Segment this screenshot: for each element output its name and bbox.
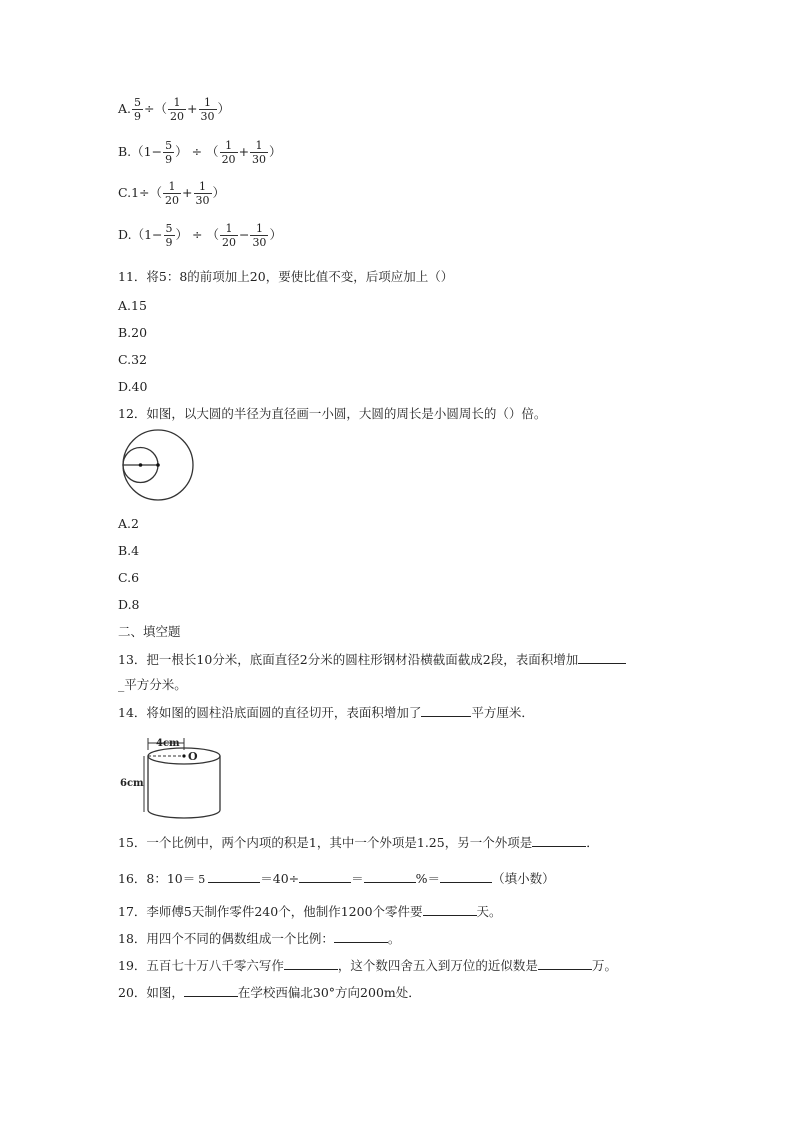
fraction <box>199 96 217 123</box>
answer-blank[interactable] <box>578 651 626 664</box>
question-text: 15．一个比例中，两个内项的积是1，其中一个外项是1.25，另一个外项是 <box>118 835 533 850</box>
question-suffix: 万。 <box>591 958 617 973</box>
question-suffix: ． <box>586 835 599 850</box>
section-heading: 二、填空题 <box>118 624 181 639</box>
answer-blank[interactable] <box>334 930 388 943</box>
option-prefix: A. <box>118 101 132 116</box>
answer-blank[interactable] <box>284 957 338 970</box>
answer-blank[interactable] <box>364 870 416 883</box>
fraction <box>194 180 212 207</box>
option-b-q11: B.20 <box>118 325 148 340</box>
answer-blank[interactable] <box>532 834 586 847</box>
center-dot <box>182 754 185 757</box>
numerator: 1 <box>173 96 181 109</box>
option-b-q12: B.4 <box>118 543 140 558</box>
fraction <box>164 222 175 249</box>
denominator: 30 <box>252 236 267 249</box>
fraction <box>250 139 268 166</box>
option-c-q12: C.6 <box>118 570 140 585</box>
numerator: 5 <box>165 222 173 235</box>
question-13-line1 <box>118 651 626 668</box>
answer-blank[interactable] <box>208 870 260 883</box>
circles-figure <box>118 428 198 506</box>
paren: ） <box>175 144 188 159</box>
answer-blank[interactable] <box>421 704 471 717</box>
paren: （1− <box>131 227 163 242</box>
equation-part: ＝ <box>351 871 364 886</box>
numerator: 5 <box>165 139 173 152</box>
equation-part: ＝40÷ <box>260 871 300 886</box>
question-17 <box>118 903 502 920</box>
question-14 <box>118 704 534 721</box>
option-c-q10 <box>118 180 225 207</box>
option-a-q10 <box>118 96 230 123</box>
question-text: 17．李师傅5天制作零件240个，他制作1200个零件要 <box>118 904 423 919</box>
question-note: （填小数） <box>492 871 555 886</box>
answer-blank[interactable] <box>538 957 592 970</box>
paren: ） <box>212 185 226 200</box>
fraction <box>220 222 238 249</box>
numerator: 1 <box>225 222 233 235</box>
operator: + <box>182 185 193 200</box>
option-prefix: B. <box>118 144 132 159</box>
question-11: 11．将5：8的前项加上20，要使比值不变，后项应加上（） <box>118 269 454 284</box>
question-18 <box>118 930 400 947</box>
numerator: 1 <box>204 96 211 109</box>
small-center-dot <box>139 463 143 467</box>
answer-blank[interactable] <box>423 903 477 916</box>
question-suffix: 天。 <box>476 904 502 919</box>
side-label: 6cm <box>120 778 144 789</box>
numerator: 1 <box>199 180 207 193</box>
paren: （ <box>149 185 163 200</box>
operator: ÷ <box>187 144 207 159</box>
denominator: 9 <box>165 236 173 249</box>
denominator: 5 <box>198 872 206 886</box>
option-prefix: C.1÷ <box>118 185 150 200</box>
option-d-q11: D.40 <box>118 379 148 394</box>
numerator: 1 <box>255 222 263 235</box>
question-text: ，这个数四舍五入到万位的近似数是 <box>337 958 538 973</box>
question-text: 13．把一根长10分米，底面直径2分米的圆柱形钢材沿横截面截成2段，表面积增加 <box>118 652 579 667</box>
paren: ） <box>217 101 231 116</box>
denominator: 9 <box>134 110 142 123</box>
large-center-dot <box>156 463 160 467</box>
cylinder-bottom <box>148 810 220 818</box>
question-text: 16．8：10＝ <box>118 871 196 886</box>
fraction <box>250 222 268 249</box>
paren: ） <box>175 227 189 242</box>
numerator: 1 <box>225 139 233 152</box>
question-suffix: 平方厘米． <box>471 705 534 720</box>
option-b-q10 <box>118 139 282 166</box>
paren: （ <box>206 144 219 159</box>
question-text: 14．将如图的圆柱沿底面圆的直径切开，表面积增加了 <box>118 705 422 720</box>
question-suffix: 在学校西偏北30°方向200m处． <box>237 985 421 1000</box>
operator: + <box>238 144 250 159</box>
question-15 <box>118 834 599 851</box>
denominator: 30 <box>200 110 215 123</box>
question-suffix: 。 <box>387 931 401 946</box>
denominator: 20 <box>165 194 180 207</box>
operator: ÷ <box>144 101 155 116</box>
fraction <box>220 139 238 166</box>
numerator-blank[interactable] <box>196 860 207 873</box>
fraction <box>163 139 174 166</box>
denominator: 9 <box>165 153 173 166</box>
operator: ÷ <box>188 227 207 242</box>
option-a-q11: A.15 <box>118 298 147 313</box>
equation-part: %＝ <box>415 871 441 886</box>
question-16 <box>118 870 555 887</box>
fraction <box>168 96 186 123</box>
question-13-line2 <box>118 677 187 693</box>
numerator: 1 <box>255 139 263 152</box>
question-text: 19．五百七十万八千零六写作 <box>118 958 284 973</box>
paren: （ <box>154 101 168 116</box>
top-label: 4cm <box>156 738 180 749</box>
denominator: 20 <box>221 236 236 249</box>
denominator: 30 <box>195 194 210 207</box>
numerator: 5 <box>134 96 142 109</box>
answer-blank[interactable] <box>440 870 492 883</box>
question-text: 20．如图， <box>118 985 184 1000</box>
paren: ） <box>269 144 282 159</box>
question-12: 12．如图，以大圆的半径为直径画一小圆，大圆的周长是小圆周长的（）倍。 <box>118 406 547 421</box>
answer-blank[interactable] <box>184 984 238 997</box>
denominator: 30 <box>252 153 267 166</box>
cylinder-figure <box>118 730 238 820</box>
option-d-q12: D.8 <box>118 597 140 612</box>
paren: （1− <box>131 144 163 159</box>
numerator: 1 <box>168 180 176 193</box>
question-19 <box>118 957 617 974</box>
answer-blank[interactable]: _ <box>118 677 125 692</box>
operator: − <box>238 227 250 242</box>
denominator: 20 <box>221 153 236 166</box>
paren: ） <box>269 227 282 242</box>
option-a-q12: A.2 <box>118 516 139 531</box>
paren: （ <box>206 227 219 242</box>
option-c-q11: C.32 <box>118 352 147 367</box>
question-text: 18．用四个不同的偶数组成一个比例： <box>118 931 334 946</box>
option-prefix: D. <box>118 227 132 242</box>
answer-blank[interactable] <box>299 870 351 883</box>
question-20 <box>118 984 421 1001</box>
center-label: O <box>188 750 198 763</box>
option-d-q10 <box>118 222 282 249</box>
fraction <box>132 96 143 123</box>
denominator: 20 <box>170 110 185 123</box>
operator: + <box>187 101 198 116</box>
question-text: 平方分米。 <box>124 677 187 692</box>
fraction <box>196 860 207 886</box>
fraction <box>163 180 181 207</box>
